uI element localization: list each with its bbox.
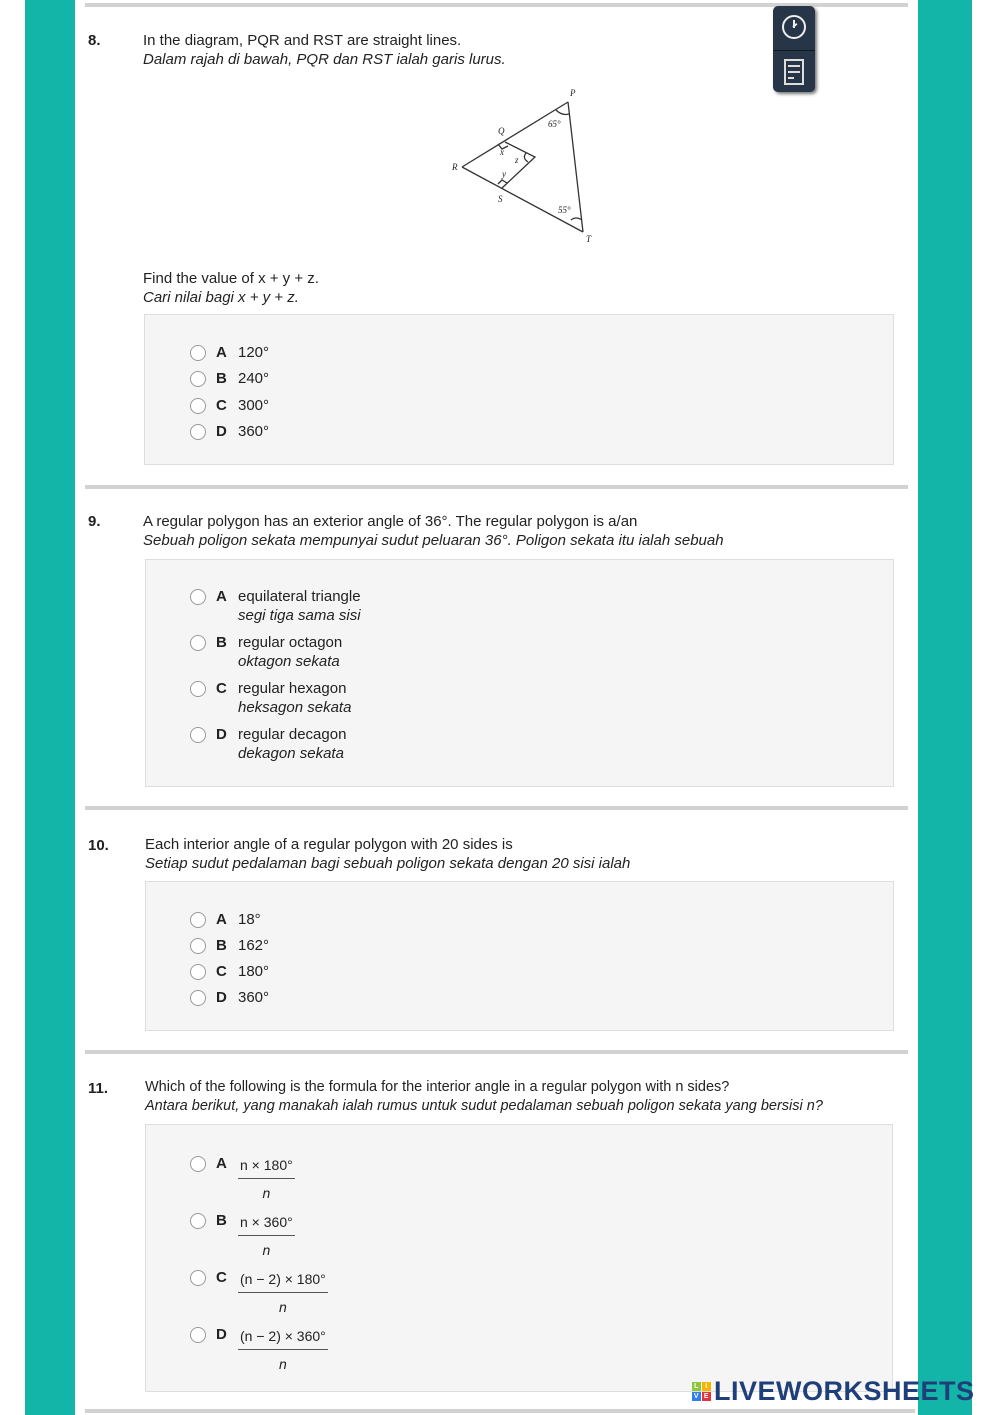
question-number: 11.: [88, 1080, 109, 1097]
option-d[interactable]: D $\frac{(n - 2) \times 360^\circ}{n}$: [190, 1326, 328, 1372]
question-text: [143, 31, 506, 69]
radio-button[interactable]: [190, 398, 206, 414]
option-c[interactable]: C 180°: [190, 963, 269, 980]
question-number: 9.: [88, 513, 101, 530]
triangle-diagram: [440, 80, 600, 250]
option-d[interactable]: D 360°: [190, 423, 269, 440]
option-b[interactable]: B $\frac{n \times 360^\circ}{n}$: [190, 1212, 295, 1258]
label-q: Q: [498, 126, 505, 136]
radio-button[interactable]: [190, 1327, 206, 1343]
question-text: Which of the following is the formula for the interior angle in a regular polygon with n sides? Antara berikut, yang manakah ialah rumus untuk sudut pedalaman sebuah poligon sekata yang bersisi n?: [145, 1079, 823, 1114]
radio-button[interactable]: [190, 345, 206, 361]
fraction: $\frac{n \times 180^\circ}{n}$: [240, 1157, 293, 1201]
fraction: $\frac{(n - 2) \times 360^\circ}{n}$: [240, 1328, 326, 1372]
radio-button[interactable]: [190, 938, 206, 954]
radio-button[interactable]: [190, 912, 206, 928]
answer-box: [145, 881, 894, 1031]
label-z: z: [515, 155, 519, 165]
option-b[interactable]: B regular octagon oktagon sekata: [190, 634, 342, 670]
question-number: 8.: [88, 32, 101, 49]
radio-button[interactable]: [190, 1156, 206, 1172]
option-a[interactable]: A equilateral triangle segi tiga sama sisi: [190, 588, 361, 624]
prompt-en: Find the value of x + y + z.: [143, 270, 319, 287]
question-ms: Dalam rajah di bawah, PQR dan RST ialah garis lurus.: [143, 51, 506, 68]
option-b[interactable]: B 240°: [190, 370, 269, 387]
side-toolbar: [773, 6, 815, 92]
label-s: S: [498, 194, 503, 204]
label-r: R: [452, 162, 458, 172]
label-t: T: [586, 234, 592, 244]
radio-button[interactable]: [190, 681, 206, 697]
fraction: $\frac{(n - 2) \times 180^\circ}{n}$: [240, 1271, 326, 1315]
divider: [85, 1409, 915, 1413]
option-b[interactable]: B 162°: [190, 937, 269, 954]
divider: [85, 806, 908, 810]
question-text: Each interior angle of a regular polygon with 20 sides is Setiap sudut pedalaman bagi sebuah poligon sekata dengan 20 sisi ialah: [145, 836, 631, 872]
option-c[interactable]: C $\frac{(n - 2) \times 180^\circ}{n}$: [190, 1269, 328, 1315]
angle-65: 65°: [548, 119, 561, 129]
radio-button[interactable]: [190, 589, 206, 605]
radio-button[interactable]: [190, 635, 206, 651]
right-border: [918, 0, 972, 1415]
angle-55: 55°: [558, 205, 571, 215]
radio-button[interactable]: [190, 424, 206, 440]
question-prompt: [143, 269, 319, 307]
divider: [85, 485, 908, 489]
option-a[interactable]: A 120°: [190, 344, 269, 361]
option-d[interactable]: D 360°: [190, 989, 269, 1006]
radio-button[interactable]: [190, 1213, 206, 1229]
radio-button[interactable]: [190, 371, 206, 387]
radio-button[interactable]: [190, 990, 206, 1006]
prompt-ms: Cari nilai bagi x + y + z.: [143, 289, 299, 306]
liveworksheets-logo: L I V E LIVEWORKSHEETS: [693, 1376, 975, 1406]
radio-button[interactable]: [190, 964, 206, 980]
question-text: A regular polygon has an exterior angle of 36°. The regular polygon is a/an Sebuah poligon sekata mempunyai sudut peluaran 36°. Poligon sekata itu ialah sebuah: [143, 513, 724, 549]
timer-icon[interactable]: [782, 15, 806, 39]
live-badge-icon: L I V E: [693, 1383, 710, 1400]
left-border: [25, 0, 75, 1415]
option-a[interactable]: A 18°: [190, 911, 261, 928]
option-c[interactable]: C regular hexagon heksagon sekata: [190, 680, 351, 716]
option-d[interactable]: D regular decagon dekagon sekata: [190, 726, 346, 762]
label-p: P: [570, 88, 576, 98]
question-en: In the diagram, PQR and RST are straight lines.: [143, 32, 462, 49]
label-y: y: [502, 169, 506, 179]
option-c[interactable]: C 300°: [190, 397, 269, 414]
option-a[interactable]: A $\frac{n \times 180^\circ}{n}$: [190, 1155, 295, 1201]
label-x: x: [500, 147, 504, 157]
radio-button[interactable]: [190, 1270, 206, 1286]
radio-button[interactable]: [190, 727, 206, 743]
question-number: 10.: [88, 837, 109, 854]
answer-box: [144, 314, 894, 465]
fraction: $\frac{n \times 360^\circ}{n}$: [240, 1214, 293, 1258]
checklist-icon[interactable]: [784, 59, 804, 85]
divider: [85, 1050, 908, 1054]
